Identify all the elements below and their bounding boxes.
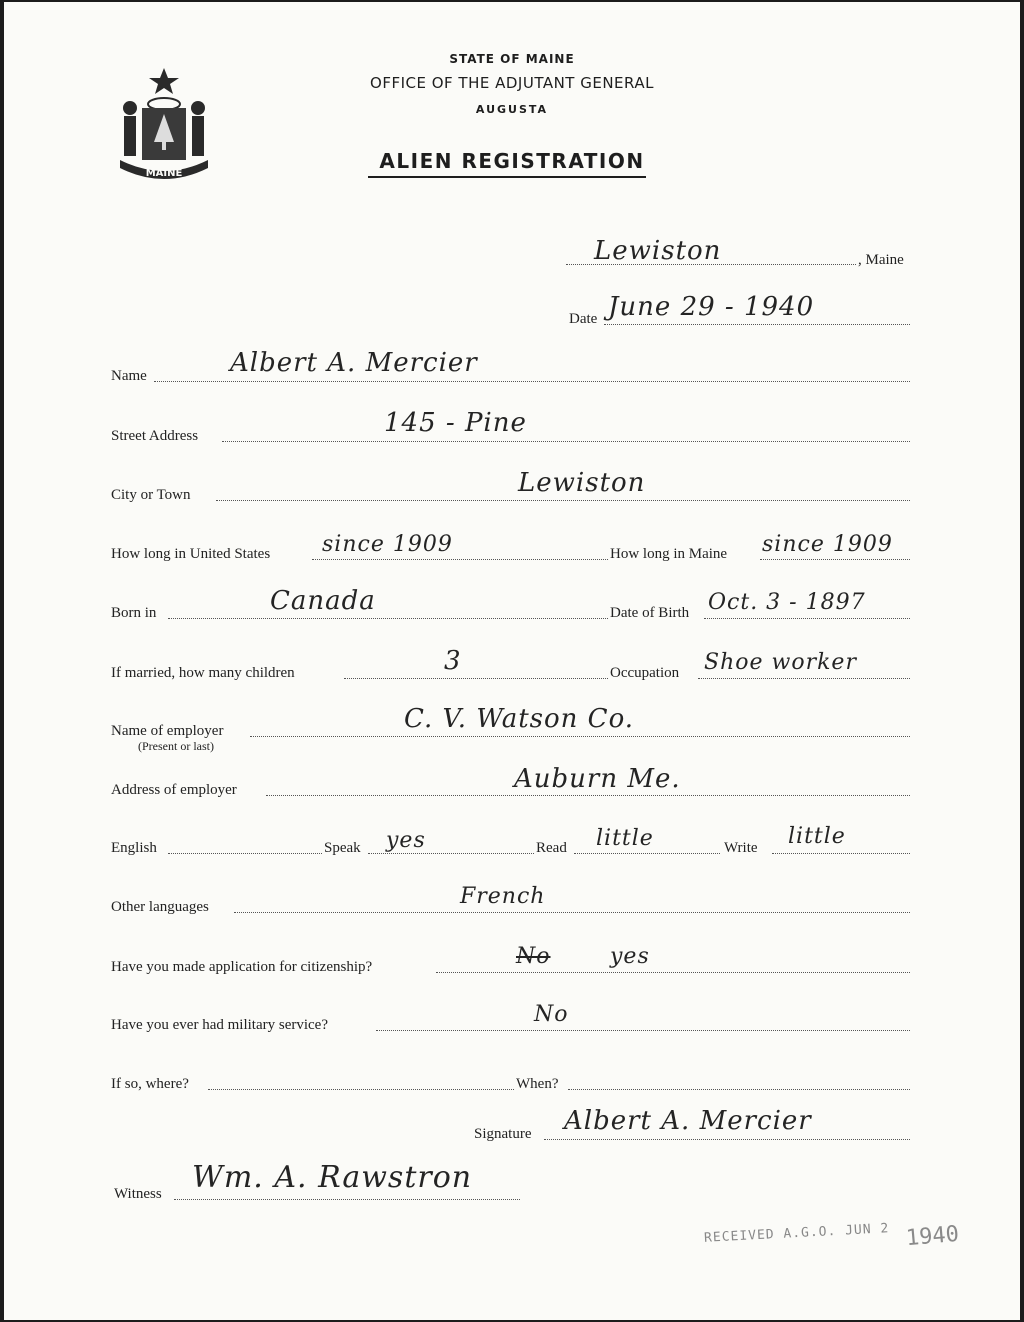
where-line: [208, 1089, 514, 1090]
citizenship-value: yes: [610, 944, 650, 969]
citizenship-line: [436, 972, 910, 973]
signature-line: [544, 1139, 910, 1140]
city-town-value: Lewiston: [518, 468, 646, 498]
write-value: little: [788, 824, 846, 849]
street-label: Street Address: [111, 428, 199, 444]
title-underline: [368, 176, 646, 178]
street-line: [222, 441, 910, 442]
birth-date-line: [704, 618, 910, 619]
when-line: [568, 1089, 910, 1090]
speak-value: yes: [386, 828, 426, 853]
office-heading: OFFICE OF THE ADJUTANT GENERAL: [370, 74, 654, 92]
other-languages-value: French: [460, 884, 546, 909]
us-duration-line: [312, 559, 608, 560]
city-town-label: City or Town: [111, 487, 191, 503]
military-label: Have you ever had military service?: [111, 1017, 328, 1033]
town-value: Lewiston: [594, 236, 722, 266]
city-heading: AUGUSTA: [475, 103, 549, 116]
name-line: [154, 381, 910, 382]
born-in-line: [168, 618, 608, 619]
birth-date-label: Date of Birth: [610, 605, 690, 621]
read-label: Read: [536, 840, 567, 856]
write-line: [772, 853, 910, 854]
born-in-value: Canada: [270, 586, 376, 616]
witness-value: Wm. A. Rawstron: [192, 1160, 473, 1195]
employer-value: C. V. Watson Co.: [404, 704, 635, 734]
employer-label: Name of employer: [111, 723, 224, 739]
citizenship-struck-value: No: [516, 944, 551, 969]
speak-line: [368, 853, 534, 854]
date-label: Date: [569, 311, 598, 327]
write-label: Write: [724, 840, 758, 856]
children-value: 3: [444, 646, 462, 676]
witness-line: [174, 1199, 520, 1200]
children-line: [344, 678, 608, 679]
maine-suffix: , Maine: [858, 252, 904, 268]
military-line: [376, 1030, 910, 1031]
date-line: [604, 324, 910, 325]
maine-duration-value: since 1909: [762, 532, 893, 557]
form-title: ALIEN REGISTRATION: [379, 149, 645, 173]
where-label: If so, where?: [111, 1076, 189, 1092]
citizenship-label: Have you made application for citizenship?: [111, 959, 373, 975]
street-value: 145 - Pine: [384, 408, 527, 438]
english-line: [168, 853, 322, 854]
state-heading: STATE OF MAINE: [449, 52, 575, 66]
witness-label: Witness: [114, 1186, 162, 1202]
employer-sublabel: (Present or last): [138, 739, 214, 753]
born-in-label: Born in: [111, 605, 157, 621]
us-duration-value: since 1909: [322, 532, 453, 557]
registration-form-page: [4, 2, 1020, 1320]
maine-duration-line: [760, 559, 910, 560]
birth-date-value: Oct. 3 - 1897: [708, 590, 866, 615]
employer-address-value: Auburn Me.: [514, 764, 681, 794]
date-value: June 29 - 1940: [608, 292, 815, 322]
city-town-line: [216, 500, 910, 501]
read-line: [574, 853, 720, 854]
us-duration-label: How long in United States: [111, 546, 271, 562]
when-label: When?: [516, 1076, 559, 1092]
occupation-value: Shoe worker: [704, 650, 857, 675]
military-value: No: [534, 1002, 569, 1027]
speak-label: Speak: [324, 840, 361, 856]
other-languages-label: Other languages: [111, 899, 209, 915]
signature-value: Albert A. Mercier: [564, 1106, 812, 1136]
occupation-label: Occupation: [610, 665, 680, 681]
children-label: If married, how many children: [111, 665, 295, 681]
english-label: English: [111, 840, 157, 856]
maine-duration-label: How long in Maine: [610, 546, 728, 562]
employer-line: [250, 736, 910, 737]
name-label: Name: [111, 368, 147, 384]
occupation-line: [698, 678, 910, 679]
signature-label: Signature: [474, 1126, 532, 1142]
received-stamp-year: 1940: [905, 1221, 960, 1252]
name-value: Albert A. Mercier: [230, 348, 478, 378]
seal-label: MAINE: [145, 168, 183, 179]
received-stamp: RECEIVED A.G.O. JUN 2: [703, 1221, 890, 1246]
read-value: little: [596, 826, 654, 851]
employer-address-line: [266, 795, 910, 796]
other-languages-line: [234, 912, 910, 913]
employer-address-label: Address of employer: [111, 782, 237, 798]
